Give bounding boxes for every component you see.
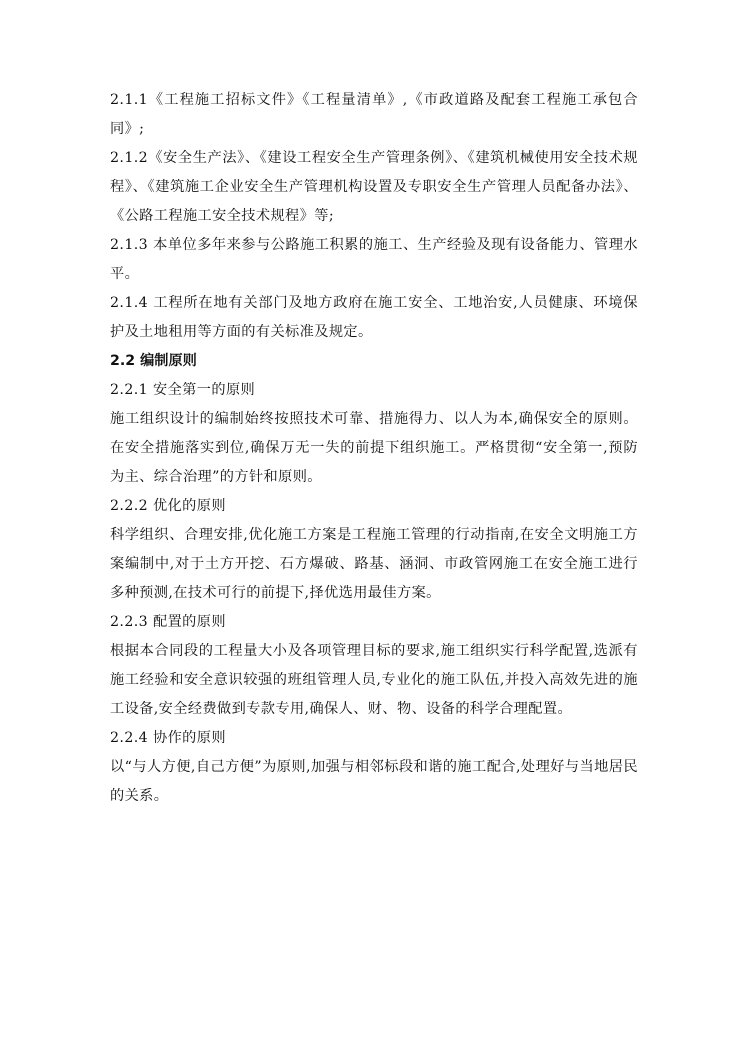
subheading-2-2-2: 2.2.2 优化的原则 <box>110 498 226 514</box>
clause-2-1-1: 2.1.1《工程施工招标文件》《工程量清单》,《市政道路及配套工程施工承包合同》; <box>110 92 638 137</box>
paragraph-2-2-4: 以“与人方便,自己方便”为原则,加强与相邻标段和谐的施工配合,处理好与当地居民的关系。 <box>110 759 638 804</box>
subheading-2-2-1: 2.2.1 安全第一的原则 <box>110 382 256 398</box>
paragraph-2-2-1: 施工组织设计的编制始终按照技术可靠、措施得力、以人为本,确保安全的原则。在安全措施落实到位,确保万无一失的前提下组织施工。严格贯彻“安全第一,预防为主、综合治理”的方针和原则。 <box>110 411 638 485</box>
clause-2-1-2: 2.1.2《安全生产法》、《建设工程安全生产管理条例》、《建筑机械使用安全技术规程》、《建筑施工企业安全生产管理机构设置及专职安全生产管理人员配备办法》、《公路工程施工安全技术规程》等; <box>110 150 638 224</box>
clause-2-1-4: 2.1.4 工程所在地有关部门及地方政府在施工安全、工地治安,人员健康、环境保护及土地租用等方面的有关标准及规定。 <box>110 295 638 340</box>
paragraph-2-2-2: 科学组织、合理安排,优化施工方案是工程施工管理的行动指南,在安全文明施工方案编制中,对于土方开挖、石方爆破、路基、涵洞、市政管网施工在安全施工进行多种预测,在技术可行的前提下,择优选用最佳方案。 <box>110 527 638 601</box>
section-heading-2-2: 2.2 编制原则 <box>110 353 197 369</box>
clause-2-1-3: 2.1.3 本单位多年来参与公路施工积累的施工、生产经验及现有设备能力、管理水平。 <box>110 237 638 282</box>
subheading-2-2-3: 2.2.3 配置的原则 <box>110 614 226 630</box>
subheading-2-2-4: 2.2.4 协作的原则 <box>110 730 226 746</box>
paragraph-2-2-3: 根据本合同段的工程量大小及各项管理目标的要求,施工组织实行科学配置,选派有施工经验和安全意识较强的班组管理人员,专业化的施工队伍,并投入高效先进的施工设备,安全经费做到专款专用,确保人、财、物、设备的科学合理配置。 <box>110 643 638 717</box>
document-body <box>110 86 638 811</box>
